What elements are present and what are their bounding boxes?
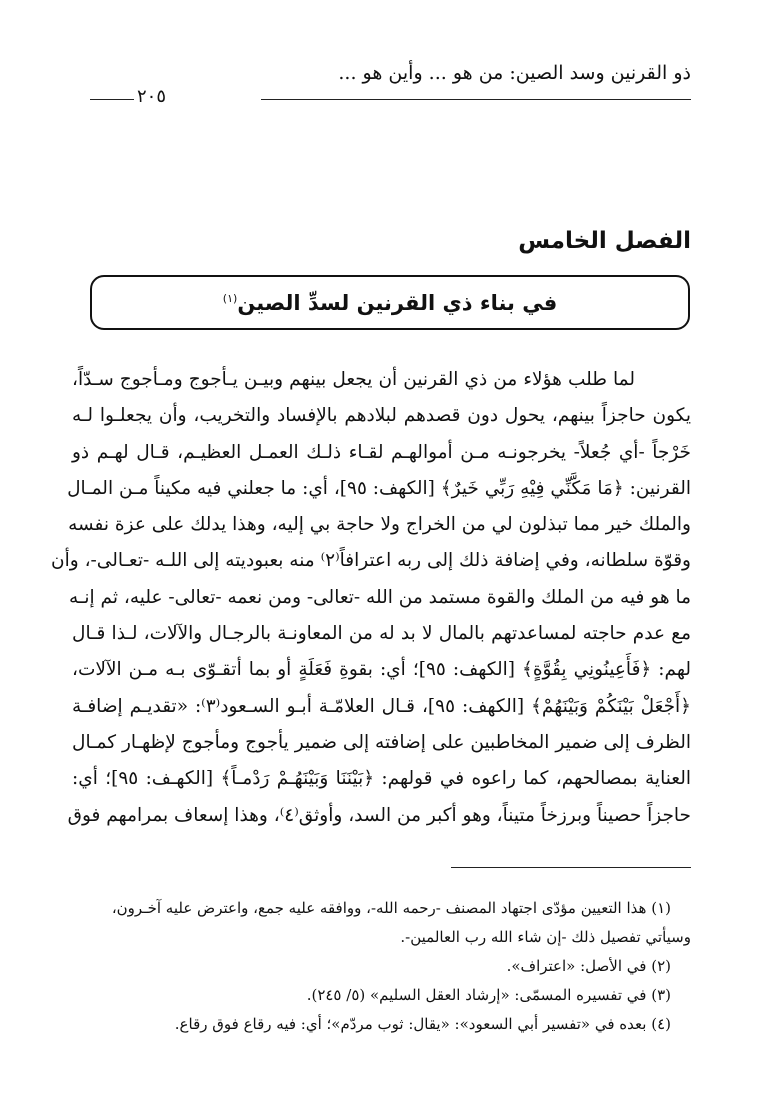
footnote-text: في الأصل: «اعتراف». [506,957,647,975]
footnote-ref-1[interactable]: (١) [222,291,238,305]
footnote-1-continuation: وسيأتي تفصيل ذلك -إن شاء الله رب العالمين-. [400,928,691,946]
header-rule [261,99,691,100]
footnote-2 [72,952,691,981]
body-line: القرنين: ﴿مَا مَكَّنِّي فِيْهِ رَبِّي خَيرٌ﴾ [الكهف: ٩٥]، أي: ما جعلني فيه مكيناً مـن المـال [67,477,691,499]
section-title-box [90,275,690,330]
footnote-text: في تفسيره المسمّى: «إرشاد العقل السليم» (٥/ ٢٤٥). [306,986,647,1004]
body-line: حاجزاً حصيناً وبرزخاً متيناً، وهو أكبر من السد، وأوثق⁽٤⁾، وهذا إسعاف بمرامهم فوق [67,804,691,826]
body-line: ﴿أَجْعَلْ بَيْنَكُمْ وَبَيْنَهُمْ﴾ [الكهف: ٩٥]، قـال العلامّـة أبـو السـعود⁽٣⁾: «تقديـم إضافـة [72,695,692,717]
footnote-separator [451,867,691,868]
footnote-1 [72,894,691,923]
footnote-marker: (٤) [651,1015,671,1033]
footnote-3 [72,981,691,1010]
footnote-marker: (٢) [651,957,671,975]
body-line: يكون حاجزاً بينهم، يحول دون قصدهم لبلادهم بالإفساد والتخريب، وأن يجعلـوا لـه [72,405,691,427]
body-line: مع عدم حاجته لمساعدتهم بالمال لا بد له من المعاونـة بالرجـال والآلات، لـذا قـال [72,623,691,645]
footnote-marker: (١) [651,899,671,917]
chapter-title: الفصل الخامس [518,228,691,254]
body-line: خَرْجاً -أي جُعلاً- يخرجونـه مـن أموالهـم لقـاء ذلـك العمـل العظيـم، قـال لهـم ذو [72,441,691,463]
footnote-text: هذا التعيين مؤدّى اجتهاد المصنف -رحمه الله-، ووافقه عليه جمع، واعترض عليه آخـرون، [111,899,647,917]
body-line: لما طلب هؤلاء من ذي القرنين أن يجعل بينهم وبيـن يـأجوج ومـأجوج سـدّاً، [72,369,635,390]
footnote-text: بعده في «تفسير أبي السعود»: «يقال: ثوب مردّم»؛ أي: فيه رقاع فوق رقاع. [174,1015,647,1033]
body-line: ما هو فيه من الملك والقوة مستمد من الله -تعالى- ومن نعمه -تعالى- عليه، ثم إنـه [69,586,691,608]
section-title [223,291,557,315]
body-line: العناية بمصالحهم، كما راعوه في قولهم: ﴿بَيْنَنَا وَبَيْنَهُـمْ رَدْمـاً﴾ [الكهـف: ٩٥]؛ أي: [72,768,691,790]
body-line: والملك خير مما تبذلون لي من الخراج ولا حاجة بي إليه، وهذا يدلك على عزة نفسه [68,514,691,536]
footnotes [72,894,691,1039]
body-line: وقوّة سلطانه، وفي إضافة ذلك إلى ربه اعترافاً⁽٢⁾ منه بعبوديته إلى اللـه -تعـالى-، وأن [51,550,691,572]
page-number: ٢٠٥ [137,86,167,107]
body-line: لهم: ﴿فَأَعِينُونِي بِقُوَّةٍ﴾ [الكهف: ٩٥]؛ أي: بقوةِ فَعَلَةٍ أو بما أتقـوّى بـه مـن الآلات، [72,659,691,681]
body-line: الظرف إلى ضمير المخاطبين على إضافته إلى ضمير يأجوج ومأجوج لإظهـار كمـال [72,731,691,753]
section-title-text: في بناء ذي القرنين لسدِّ الصين [237,290,558,315]
running-header: ذو القرنين وسد الصين: من هو ... وأين هو ... [338,62,691,84]
header-rule-short [90,99,134,100]
footnote-4 [72,1010,691,1039]
footnote-marker: (٣) [651,986,671,1004]
body-text [51,362,692,834]
